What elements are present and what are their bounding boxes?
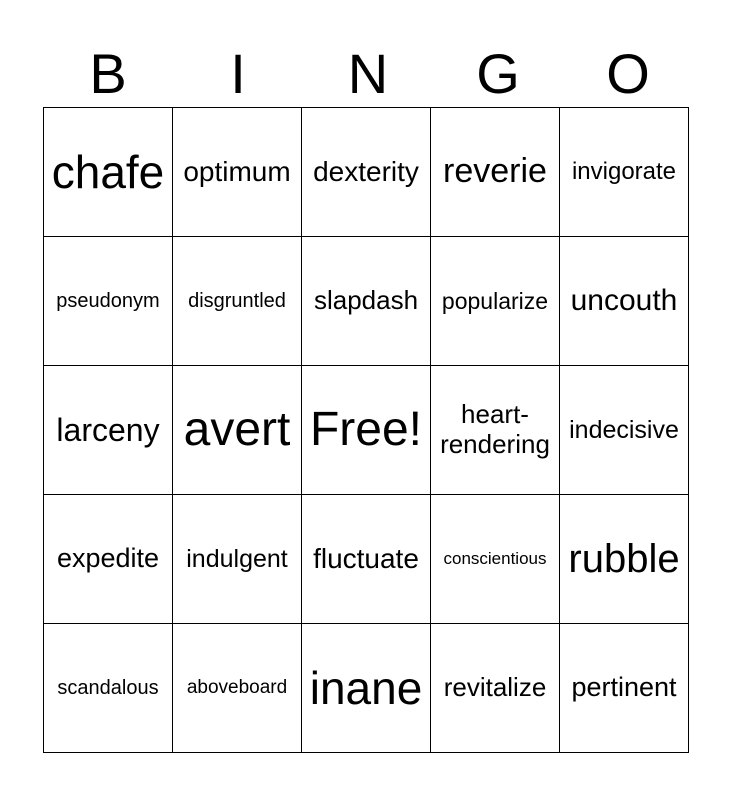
grid-row-1 bbox=[44, 108, 689, 237]
bingo-cell bbox=[44, 495, 173, 624]
cell-word: disgruntled bbox=[188, 289, 286, 312]
cell-word: optimum bbox=[183, 155, 291, 187]
bingo-cell bbox=[431, 624, 560, 753]
cell-word: heart- rendering bbox=[440, 399, 550, 459]
bingo-cell bbox=[431, 366, 560, 495]
bingo-cell bbox=[302, 624, 431, 753]
cell-word: scandalous bbox=[57, 676, 159, 699]
bingo-cell bbox=[431, 108, 560, 237]
header-letter-o: O bbox=[606, 42, 650, 105]
cell-word: fluctuate bbox=[313, 542, 419, 574]
cell-word: popularize bbox=[441, 287, 549, 314]
free-space-cell bbox=[302, 366, 431, 495]
grid-row-2 bbox=[44, 237, 689, 366]
header-letter-g: G bbox=[476, 42, 520, 105]
grid-row-4 bbox=[44, 495, 689, 624]
header-letter-b: B bbox=[89, 42, 127, 105]
bingo-cell bbox=[173, 366, 302, 495]
bingo-cell bbox=[560, 495, 689, 624]
bingo-cell bbox=[560, 366, 689, 495]
bingo-cell bbox=[302, 237, 431, 366]
bingo-cell bbox=[173, 108, 302, 237]
bingo-card-grid bbox=[43, 107, 689, 753]
bingo-cell bbox=[44, 366, 173, 495]
grid-row-5 bbox=[44, 624, 689, 753]
bingo-header bbox=[43, 40, 693, 108]
bingo-cell bbox=[44, 237, 173, 366]
cell-word: reverie bbox=[443, 152, 547, 191]
free-space-label: Free! bbox=[309, 403, 423, 457]
bingo-cell bbox=[44, 624, 173, 753]
bingo-cell bbox=[431, 237, 560, 366]
cell-word: aboveboard bbox=[186, 677, 288, 699]
bingo-cell bbox=[560, 237, 689, 366]
bingo-cell bbox=[44, 108, 173, 237]
header-letter-n: N bbox=[347, 42, 389, 105]
cell-word: avert bbox=[183, 403, 291, 457]
grid-row-3 bbox=[44, 366, 689, 495]
bingo-cell bbox=[173, 495, 302, 624]
bingo-cell bbox=[560, 108, 689, 237]
bingo-cell bbox=[302, 108, 431, 237]
cell-word: larceny bbox=[56, 411, 160, 448]
cell-word: pseudonym bbox=[56, 289, 160, 312]
bingo-cell bbox=[560, 624, 689, 753]
cell-word: rubble bbox=[568, 537, 680, 581]
cell-word: slapdash bbox=[313, 285, 419, 316]
cell-word: conscientious bbox=[443, 549, 547, 568]
cell-word: chafe bbox=[51, 145, 165, 198]
cell-word: pertinent bbox=[571, 672, 677, 703]
bingo-cell bbox=[173, 237, 302, 366]
cell-word: indecisive bbox=[569, 415, 679, 444]
bingo-cell bbox=[173, 624, 302, 753]
cell-word: dexterity bbox=[313, 155, 419, 187]
cell-word: inane bbox=[309, 661, 423, 714]
bingo-cell bbox=[431, 495, 560, 624]
cell-word: revitalize bbox=[443, 672, 547, 703]
header-letter-i: I bbox=[230, 42, 246, 105]
cell-word: invigorate bbox=[571, 158, 677, 186]
cell-word: indulgent bbox=[186, 544, 288, 573]
cell-word: uncouth bbox=[570, 283, 678, 317]
bingo-cell bbox=[302, 495, 431, 624]
cell-word: expedite bbox=[56, 543, 160, 574]
